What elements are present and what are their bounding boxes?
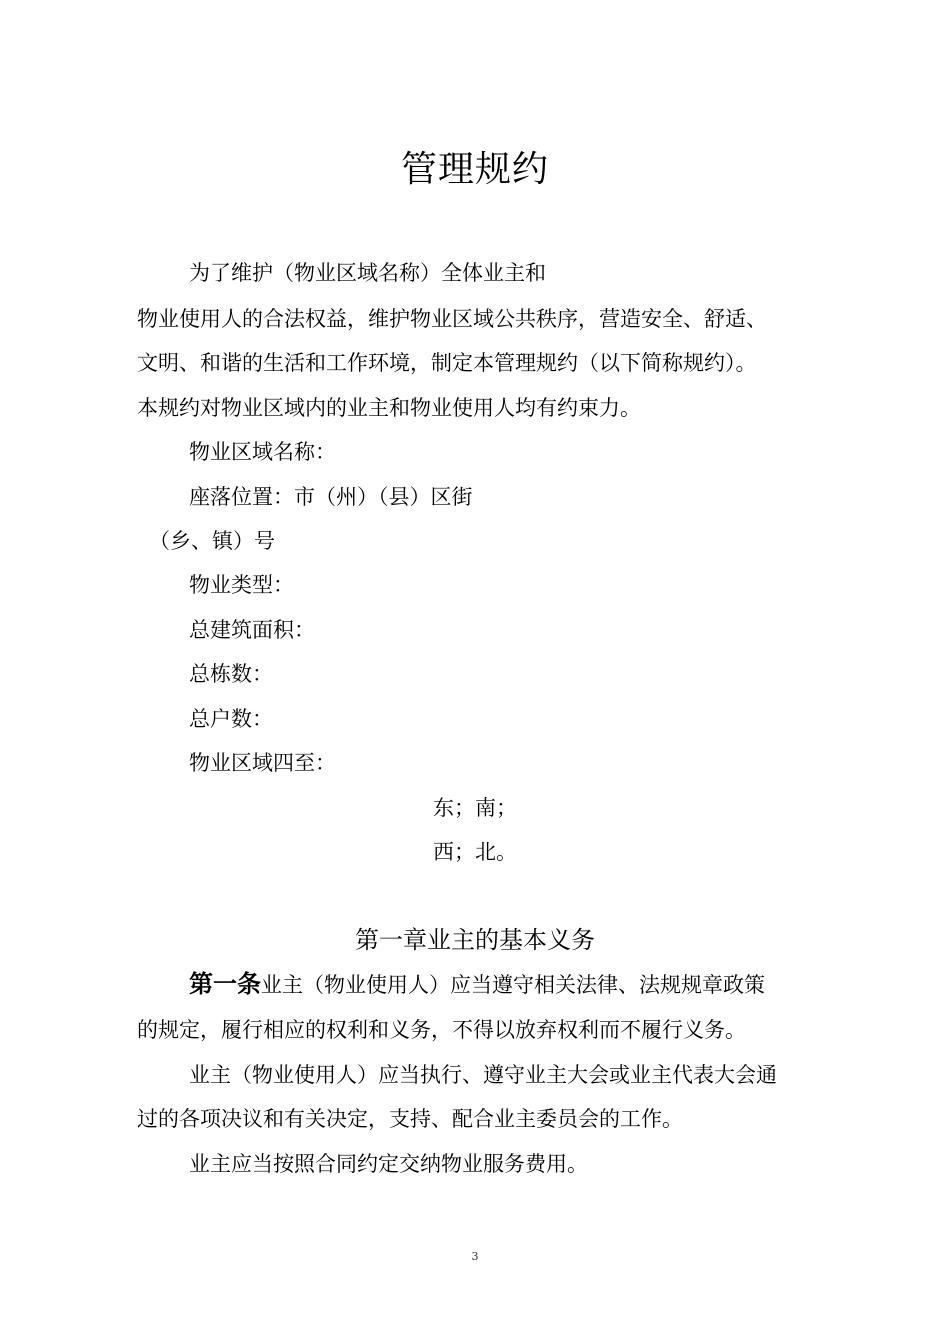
document-title: 管理规约: [400, 149, 549, 190]
field-boundaries: 物业区域四至：: [189, 751, 336, 775]
field-total-floor-area: 总建筑面积：: [189, 618, 315, 642]
field-area-name: 物业区域名称：: [189, 440, 336, 464]
paragraph-2-line-2: 过的各项决议和有关决定，支持、配合业主委员会的工作。: [137, 1107, 683, 1131]
field-total-households: 总户数：: [189, 707, 273, 731]
field-boundary-west-north: 西；北。: [433, 840, 517, 864]
intro-line-2: 物业使用人的合法权益，维护物业区域公共秩序，营造安全、舒适、: [137, 307, 767, 331]
page-number: 3: [471, 1250, 479, 1263]
paragraph-3: 业主应当按照合同约定交纳物业服务费用。: [189, 1152, 588, 1176]
paragraph-2-line-1: 业主（物业使用人）应当执行、遵守业主大会或业主代表大会通: [189, 1063, 777, 1087]
article-1-line-1: [189, 969, 765, 1000]
intro-line-4: 本规约对物业区域内的业主和物业使用人均有约束力。: [137, 396, 641, 420]
intro-line-3: 文明、和谐的生活和工作环境，制定本管理规约（以下简称规约）。: [137, 351, 757, 375]
chapter-heading: 第一章业主的基本义务: [355, 926, 595, 954]
intro-line-1: 为了维护（物业区域名称）全体业主和: [189, 261, 546, 285]
article-1-line-2: 的规定，履行相应的权利和义务，不得以放弃权利而不履行义务。: [137, 1018, 746, 1042]
article-label: 第一条: [189, 970, 261, 998]
field-boundary-east-south: 东；南；: [433, 796, 517, 820]
field-total-buildings: 总栋数：: [189, 662, 273, 686]
field-property-type: 物业类型：: [189, 573, 294, 597]
field-location-line-1: 座落位置：市（州）（县）区街: [189, 485, 473, 509]
field-location-line-2: （乡、镇）号: [149, 529, 275, 553]
article-1-text: 业主（物业使用人）应当遵守相关法律、法规规章政策: [261, 973, 765, 997]
